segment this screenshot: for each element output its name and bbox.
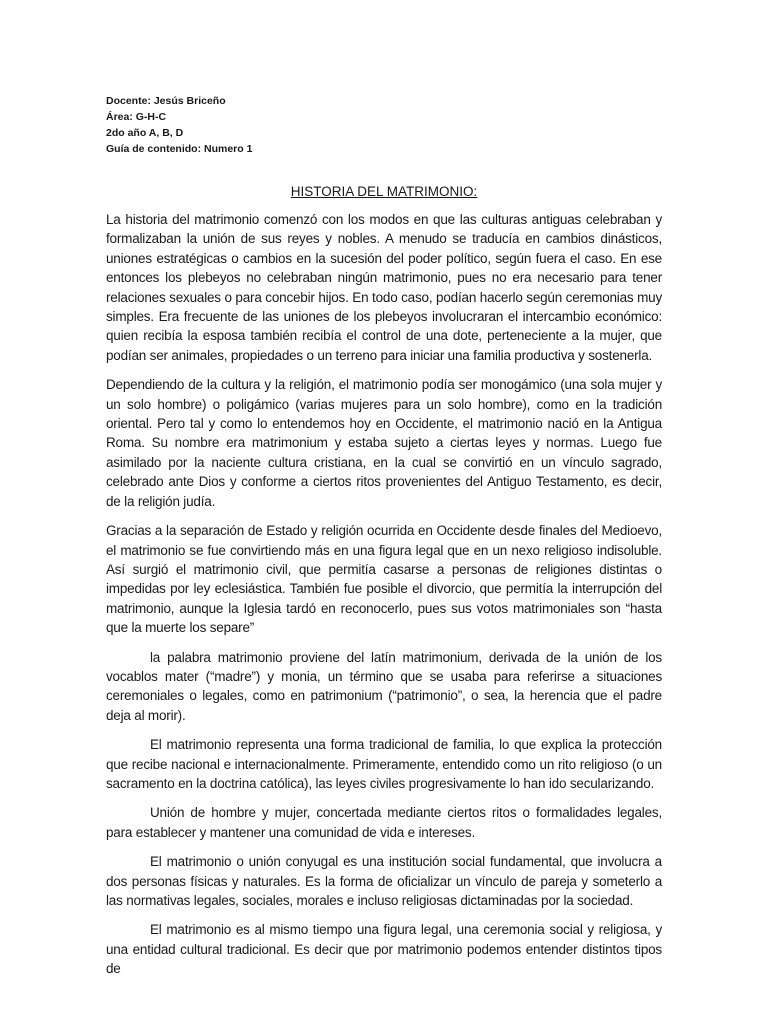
paragraph-2: Dependiendo de la cultura y la religión, el matrimonio podía ser monogámico (una sola mujer y un solo hombre) o poligámico (varias mujeres para un solo hombre), como en la tradición oriental. Pero tal y como lo entendemos hoy en Occidente, el matrimonio nació en la Antigua Roma. Su nombre era matrimonium y estaba sujeto a ciertas leyes y normas. Luego fue asimilado por la naciente cultura cristiana, en la cual se convirtió en un vínculo sagrado, celebrado ante Dios y conforme a ciertos ritos provenientes del Antiguo Testamento, es decir, de la religión judía. <box>106 377 662 509</box>
document-body <box>106 210 662 989</box>
paragraph-7: El matrimonio o unión conyugal es una institución social fundamental, que involucra a dos personas físicas y naturales. Es la forma de oficializar un vínculo de pareja y someterlo a las normativas legales, sociales, morales e incluso religiosas dictaminadas por la sociedad. <box>106 854 662 908</box>
grade-line: 2do año A, B, D <box>106 127 184 139</box>
area-line: Área: G-H-C <box>106 111 167 123</box>
paragraph-5: El matrimonio representa una forma tradicional de familia, lo que explica la protección que recibe nacional e internacionalmente. Primeramente, entendido como un rito religioso (o un sacramento en la doctrina católica), las leyes civiles progresivamente lo han ido secularizando. <box>106 737 662 791</box>
paragraph-6: Unión de hombre y mujer, concertada mediante ciertos ritos o formalidades legales, para establecer y mantener una comunidad de vida e intereses. <box>106 805 662 840</box>
paragraph-8: El matrimonio es al mismo tiempo una figura legal, una ceremonia social y religiosa, y una entidad cultural tradicional. Es decir que por matrimonio podemos entender distintos tipos de <box>106 922 662 977</box>
guide-line: Guía de contenido: Numero 1 <box>106 143 253 155</box>
paragraph-1: La historia del matrimonio comenzó con los modos en que las culturas antiguas celebraban y formalizaban la unión de sus reyes y nobles. A menudo se traducía en cambios dinásticos, uniones estratégicas o cambios en la sucesión del poder político, según fuera el caso. En ese entonces los plebeyos no celebraban ningún matrimonio, pues no era necesario para tener relaciones sexuales o para concebir hijos. En todo caso, podían hacerlo según ceremonias muy simples. Era frecuente de las uniones de los plebeyos involucraran el intercambio económico: quien recibía la esposa también recibía el control de una dote, perteneciente a la mujer, que podían ser animales, propiedades o un terreno para iniciar una familia productiva y sostenerla. <box>106 212 662 363</box>
document-header <box>106 93 252 157</box>
teacher-line: Docente: Jesús Briceño <box>106 95 226 107</box>
document-title: HISTORIA DEL MATRIMONIO: <box>290 184 478 199</box>
paragraph-4: la palabra matrimonio proviene del latín matrimonium, derivada de la unión de los vocablos mater (“madre”) y monia, un término que se usaba para referirse a situaciones ceremoniales o legales, como en patrimonium (“patrimonio”, o sea, la herencia que el padre deja al morir). <box>106 649 662 723</box>
paragraph-3: Gracias a la separación de Estado y religión ocurrida en Occidente desde finales del Medioevo, el matrimonio se fue convirtiendo más en una figura legal que en un nexo religioso indisoluble. Así surgió el matrimonio civil, que permitía casarse a personas de religiones distintas o impedidas por ley eclesiástica. También fue posible el divorcio, que permitía la interrupción del matrimonio, aunque la Iglesia tardó en reconocerlo, pues sus votos matrimoniales son “hasta que la muerte los separe” <box>106 523 662 636</box>
